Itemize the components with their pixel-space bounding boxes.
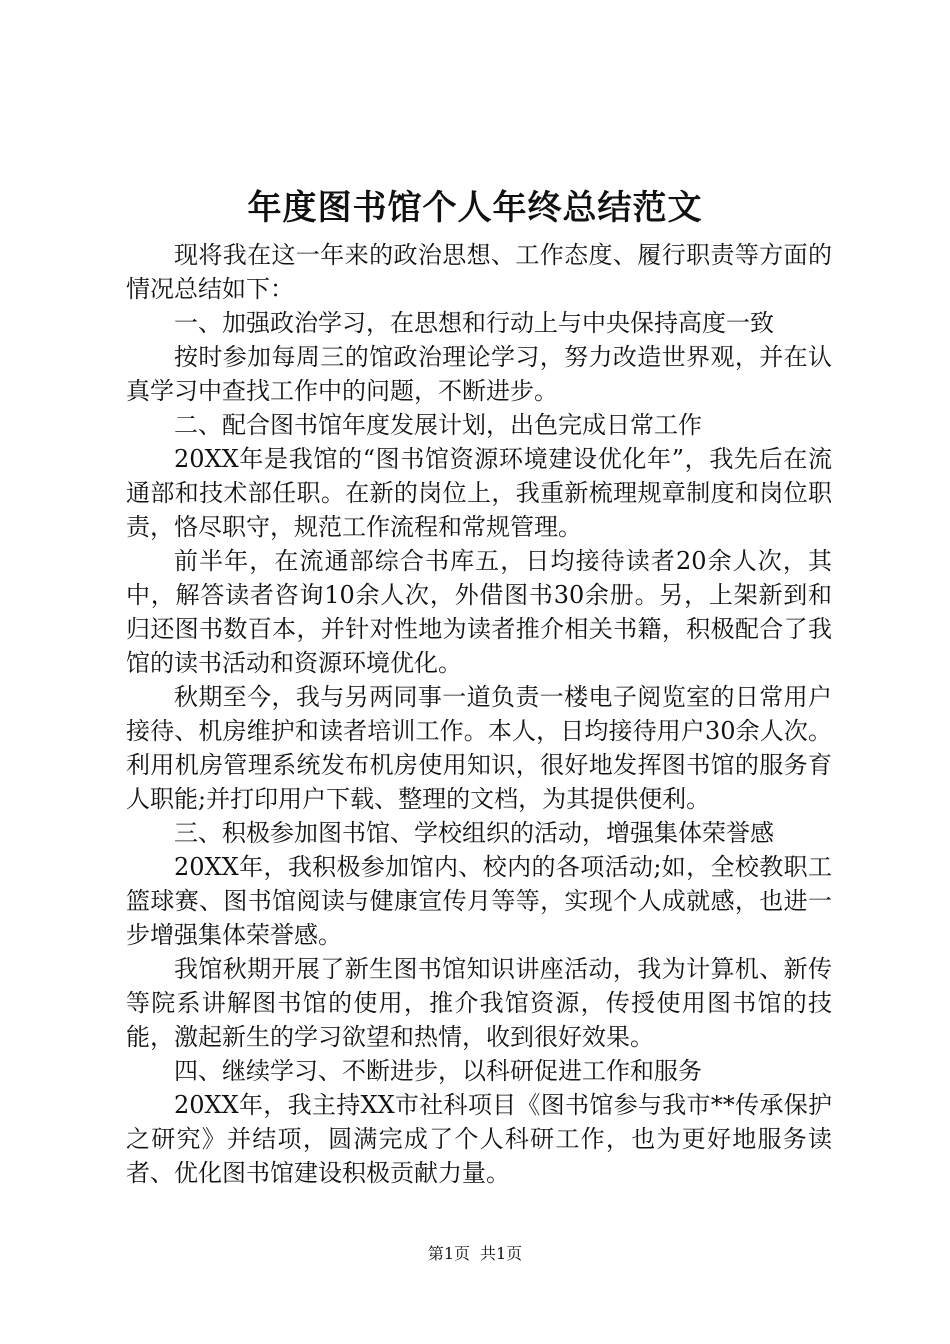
document-body [126, 238, 832, 1190]
paragraph-annual-plan: 20XX年是我馆的“图书馆资源环境建设优化年”，我先后在流通部和技术部任职。在新的岗位上，我重新梳理规章制度和岗位职责，恪尽职守，规范工作流程和常规管理。 [126, 445, 832, 541]
section-heading-1: 一、加强政治学习，在思想和行动上与中央保持高度一致 [174, 309, 774, 337]
paragraph-activities: 20XX年，我积极参加馆内、校内的各项活动;如，全校教职工篮球赛、图书馆阅读与健康宣传月等等，实现个人成就感，也进一步增强集体荣誉感。 [126, 853, 832, 949]
document-title: 年度图书馆个人年终总结范文 [247, 188, 703, 228]
paragraph-political-study: 按时参加每周三的馆政治理论学习，努力改造世界观，并在认真学习中查找工作中的问题，不断进步。 [126, 343, 832, 405]
section-heading-4: 四、继续学习、不断进步，以科研促进工作和服务 [174, 1057, 702, 1085]
paragraph-lectures: 我馆秋期开展了新生图书馆知识讲座活动，我为计算机、新传等院系讲解图书馆的使用，推介我馆资源，传授使用图书馆的技能，激起新生的学习欲望和热情，收到很好效果。 [126, 955, 832, 1051]
paragraph-autumn: 秋期至今，我与另两同事一道负责一楼电子阅览室的日常用户接待、机房维护和读者培训工作。本人，日均接待用户30余人次。利用机房管理系统发布机房使用知识，很好地发挥图书馆的服务育人职能;并打印用户下载、整理的文档，为其提供便利。 [126, 683, 832, 813]
paragraph-intro: 现将我在这一年来的政治思想、工作态度、履行职责等方面的情况总结如下： [126, 241, 832, 303]
paragraph-research: 20XX年，我主持XX市社科项目《图书馆参与我市**传承保护之研究》并结项，圆满完成了个人科研工作，也为更好地服务读者、优化图书馆建设积极贡献力量。 [126, 1091, 832, 1187]
paragraph-first-half: 前半年，在流通部综合书库五，日均接待读者20余人次，其中，解答读者咨询10余人次，外借图书30余册。另，上架新到和归还图书数百本，并针对性地为读者推介相关书籍，积极配合了我馆的读书活动和资源环境优化。 [126, 547, 832, 677]
section-heading-2: 二、配合图书馆年度发展计划，出色完成日常工作 [174, 411, 702, 439]
page-total: 共1页 [480, 1244, 523, 1263]
page-number: 第1页 [427, 1244, 470, 1263]
section-heading-3: 三、积极参加图书馆、学校组织的活动，增强集体荣誉感 [174, 819, 774, 847]
page-footer [0, 1243, 950, 1265]
